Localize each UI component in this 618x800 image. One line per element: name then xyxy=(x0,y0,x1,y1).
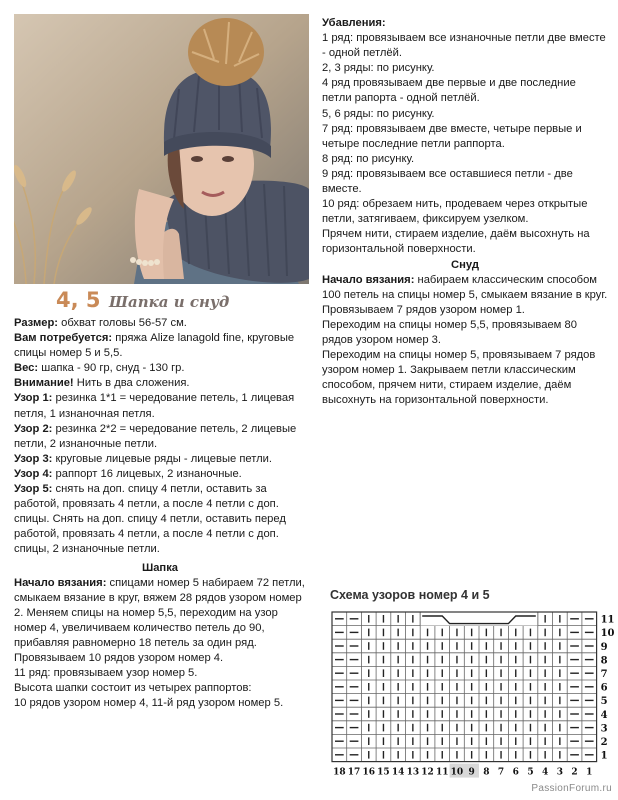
decrease-line: 5, 6 ряды: по рисунку. xyxy=(322,107,435,120)
col-label: 14 xyxy=(391,767,405,778)
col-label: 9 xyxy=(468,767,475,778)
row-label: 2 xyxy=(600,737,608,748)
left-column xyxy=(14,316,306,711)
spec-attention: Внимание! Нить в два сложения. xyxy=(14,377,190,390)
hat-start: Начало вязания: спицами номер 5 набираем 72 петли, смыкаем вязание в круг, вяжем 28 рядов узором номер 2. Меняем спицы на номер 5,5, переходим на узор номер 4, увеличиваем количество петель до 90, прибавляя равномерно 18 петель за один ряд. xyxy=(14,576,305,649)
hat-line: Провязываем 10 рядов узором номер 4. xyxy=(14,652,224,665)
decrease-heading: Убавления: xyxy=(322,17,386,29)
decrease-line: 2, 3 ряды: по рисунку. xyxy=(322,62,435,75)
col-label: 6 xyxy=(512,767,519,778)
col-label: 1 xyxy=(586,767,593,778)
row-label: 7 xyxy=(600,669,608,680)
snood-line: Переходим на спицы номер 5, провязываем 7 рядов узором номер 1. Закрываем петли классическим способом, прячем нити, стираем изделие, даём высохнуть на горизонтальной поверхности. xyxy=(322,349,596,407)
row-label: 9 xyxy=(600,641,608,653)
snood-heading: Снуд xyxy=(451,258,479,271)
col-label: 13 xyxy=(406,767,420,778)
hat-line: 11 ряд: провязываем узор номер 5. xyxy=(14,667,198,680)
row-label: 3 xyxy=(600,723,608,735)
col-label: 7 xyxy=(497,767,505,778)
decrease-line: 4 ряд провязываем две первые и две последние петли рапорта - одной петлёй. xyxy=(322,77,576,105)
col-label: 15 xyxy=(377,767,390,778)
decrease-line: 9 ряд: провязываем все оставшиеся петли - две вместе. xyxy=(322,167,573,196)
snood-start: Начало вязания: набираем классическим способом 100 петель на спицы номер 5, смыкаем вязание в круг. Провязываем 7 рядов узором номер 1. xyxy=(322,273,608,316)
decrease-line: Прячем нити, стираем изделие, даём высохнуть на горизонтальной поверхности. xyxy=(322,228,590,256)
col-label: 3 xyxy=(556,767,563,778)
col-label: 4 xyxy=(542,767,549,778)
col-label: 12 xyxy=(421,767,434,778)
chart-grid xyxy=(330,608,615,794)
row-label: 5 xyxy=(600,696,608,708)
spec-size: Размер: обхват головы 56-57 см. xyxy=(14,317,187,329)
spec-weight: Вес: шапка - 90 гр, снуд - 130 гр. xyxy=(14,362,185,375)
row-label: 8 xyxy=(600,655,608,667)
col-label: 10 xyxy=(450,767,464,778)
hat-line: Высота шапки состоит из четырех раппортов: xyxy=(14,682,252,695)
pattern-number: 4, 5 xyxy=(56,288,101,312)
col-label: 8 xyxy=(483,767,490,778)
right-column xyxy=(322,16,608,408)
col-label: 11 xyxy=(435,767,449,778)
row-label: 6 xyxy=(600,682,608,694)
col-label: 16 xyxy=(362,767,376,778)
decrease-line: 10 ряд: обрезаем нить, продеваем через открытые петли, затягиваем, фиксируем узелком. xyxy=(322,198,588,226)
hat-line: 10 рядов узором номер 4, 11-й ряд узором номер 5. xyxy=(14,697,284,710)
hat-heading: Шапка xyxy=(141,561,179,574)
scheme-title: Схема узоров номер 4 и 5 xyxy=(330,588,490,602)
knitting-chart xyxy=(330,608,615,799)
col-label: 18 xyxy=(333,767,346,778)
row-label: 1 xyxy=(600,750,608,762)
row-label: 11 xyxy=(600,614,615,626)
spec-pattern-5: Узор 5: снять на доп. спицу 4 петли, оставить за работой, провязать 4 петли, а после 4 петли с доп. спицы. Снять на доп. спицу 4 петли, оставить перед работой, провязать 4 петли, а после 4 петли с доп. спицы, 2 изнаночные петли. xyxy=(14,483,286,556)
row-label: 4 xyxy=(600,709,608,721)
spec-pattern-1: Узор 1: резинка 1*1 = чередование петель, 1 лицевая петля, 1 изнаночная петля. xyxy=(14,392,295,420)
spec-pattern-2: Узор 2: резинка 2*2 = чередование петель, 2 лицевые петли, 2 изнаночные петли. xyxy=(14,422,297,450)
snood-line: Переходим на спицы номер 5,5, провязываем 80 рядов узором номер 3. xyxy=(322,318,577,346)
watermark: PassionForum.ru xyxy=(531,783,612,794)
spec-materials: Вам потребуется: пряжа Alize lanagold fine, круговые спицы номер 5 и 5,5. xyxy=(14,332,295,360)
model-photo xyxy=(14,14,309,284)
spec-pattern-4: Узор 4: раппорт 16 лицевых, 2 изнаночные. xyxy=(14,467,242,480)
col-label: 2 xyxy=(571,767,578,778)
decrease-line: 1 ряд: провязываем все изнаночные петли две вместе - одной петлёй. xyxy=(322,32,606,60)
row-label: 10 xyxy=(600,628,615,640)
col-label: 17 xyxy=(347,767,361,778)
section-heading xyxy=(56,288,229,312)
decrease-line: 7 ряд: провязываем две вместе, четыре первые и четыре последние петли раппорта. xyxy=(322,122,582,150)
pattern-title: Шапка и снуд xyxy=(108,293,230,311)
col-label: 5 xyxy=(527,767,534,778)
spec-pattern-3: Узор 3: круговые лицевые ряды - лицевые петли. xyxy=(14,452,273,465)
decrease-line: 8 ряд: по рисунку. xyxy=(322,152,415,165)
